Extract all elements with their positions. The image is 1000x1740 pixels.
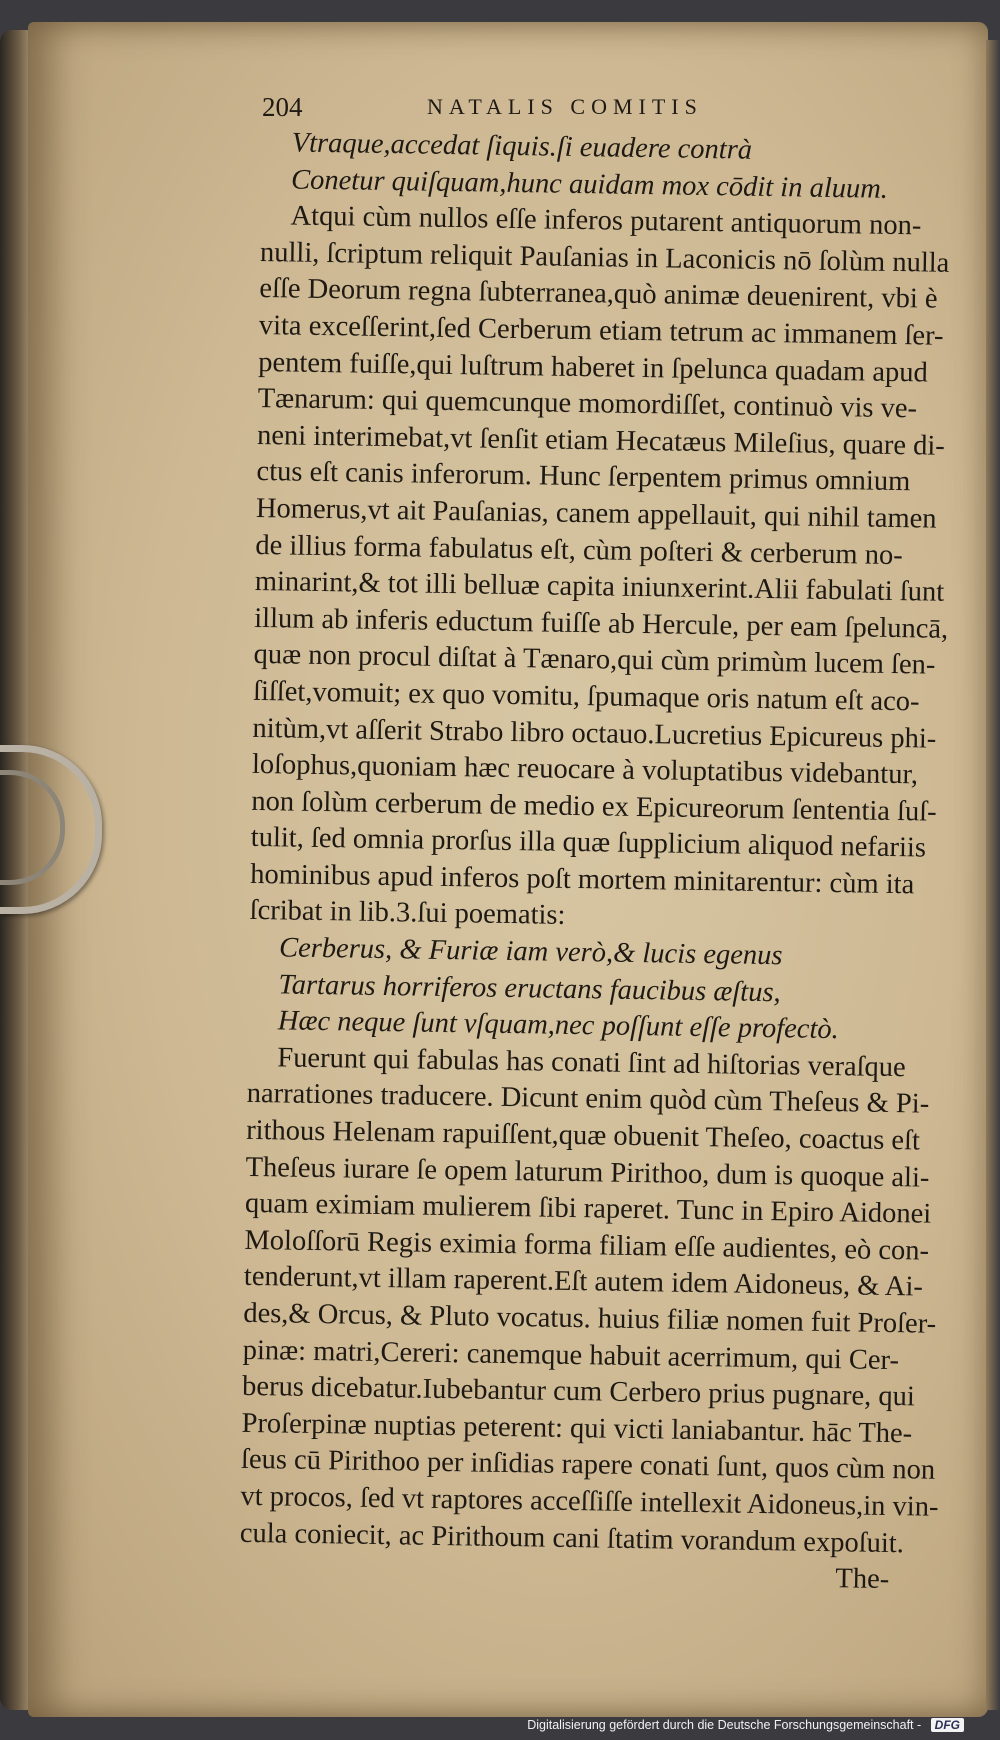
text-line: vt procos, ſed vt raptores acceſſiſſe intellexit Aidoneus,in vin-	[240, 1480, 939, 1523]
text-line: Proſerpinæ nuptias peterent: qui victi laniabantur. hāc The-	[241, 1407, 913, 1450]
text-line: Tænarum: qui quemcunque momordiſſet, continuò vis ve-	[257, 383, 918, 425]
text-line: eſſe Deorum regna ſubterranea,quò animæ deuenirent, vbi è	[259, 273, 938, 316]
text-line: illum ab inferis eductum fuiſſe ab Hercule, per eam ſpeluncā,	[254, 602, 949, 645]
text-line: de illius forma fabulatus eſt, cùm poſteri & cerberum no-	[255, 529, 903, 571]
page-text	[239, 125, 950, 1599]
text-line: Atqui cùm nullos eſſe inferos putarent antiquorum non-	[290, 200, 922, 242]
text-line: ctus eſt canis inferorum. Hunc ſerpentem primus omnium	[256, 456, 911, 498]
dfg-logo: DFG	[931, 1718, 964, 1732]
credit-text: Digitalisierung gefördert durch die Deutsche Forschungsgemeinschaft -	[527, 1718, 922, 1732]
page-header	[262, 92, 782, 126]
text-line: Theſeus iurare ſe opem laturum Pirithoo, dum is quoque ali-	[245, 1151, 930, 1194]
page-right-edge	[986, 40, 1000, 1710]
text-line: non ſolùm cerberum de medio ex Epicureorum ſententia ſuſ-	[251, 785, 937, 828]
verse-line: Hæc neque ſunt vſquam,nec poſſunt eſſe profectò.	[277, 1005, 839, 1046]
text-line: ſiſſet,vomuit; ex quo vomitu, ſpumaque oris natum eſt aco-	[252, 675, 920, 718]
text-line: Moloſſorū Regis eximia forma filiam eſſe audientes, eò con-	[244, 1224, 930, 1267]
text-line: rithous Helenam rapuiſſent,quæ obuenit Theſeo, coactus eſt	[245, 1114, 921, 1157]
verse-line: Cerberus, & Furiæ iam verò,& lucis egenus	[278, 932, 783, 972]
text-line: minarint,& tot illi belluæ capita iniunxerint.Alii fabulati ſunt	[254, 566, 945, 608]
running-title: NATALIS COMITIS	[427, 94, 703, 119]
verse-line: Vtraque,accedat ſiquis.ſi euadere contrà	[291, 127, 753, 166]
verse-line: Tartarus horriferos eructans faucibus æſtus,	[278, 969, 781, 1008]
text-line: narrationes traducere. Dicunt enim quòd cùm Theſeus & Pi-	[246, 1078, 930, 1121]
text-line: Homerus,vt ait Pauſanias, canem appellauit, qui nihil tamen	[255, 492, 937, 535]
text-line: vita exceſſerint,ſed Cerberum etiam tetrum ac immanem ſer-	[258, 309, 944, 352]
text-line: berus dicebatur.Iubebantur cum Cerbero prius pugnare, qui	[241, 1371, 916, 1413]
text-line: ſcribat in lib.3.ſui poematis:	[249, 895, 566, 932]
text-line: pentem fuiſſe,qui luſtrum haberet in ſpelunca quadam apud	[258, 346, 928, 389]
text-line: quam eximiam mulierem ſibi raperet. Tunc in Epiro Aidonei	[244, 1188, 932, 1230]
page-number: 204	[262, 92, 303, 122]
text-line: ſeus cū Pirithoo per inſidias rapere conati ſunt, quos cùm non	[240, 1444, 936, 1487]
text-line: nitùm,vt aſſerit Strabo libro octauo.Lucretius Epicureus phi-	[252, 712, 937, 755]
text-line: des,& Orcus, & Pluto vocatus. huius filiæ nomen fuit Proſer-	[243, 1297, 937, 1340]
verse-line: Conetur quiſquam,hunc auidam mox cōdit in aluum.	[290, 164, 889, 205]
text-line: hominibus apud inferos poſt mortem minitarentur: cùm ita	[249, 858, 915, 901]
text-line: tulit, ſed omnia prorſus illa quæ ſupplicium aliquod nefariis	[250, 822, 927, 864]
text-line: loſophus,quoniam hæc reuocare à voluptatibus videbantur,	[251, 749, 919, 791]
text-line: The-	[835, 1563, 890, 1596]
text-line: cula coniecit, ac Pirithoum cani ſtatim vorandum expoſuit.	[239, 1517, 905, 1559]
text-line: neni interimebat,vt ſenſit etiam Hecatæus Mileſius, quare di-	[256, 419, 946, 462]
text-line: quæ non procul diſtat à Tænaro,qui cùm primùm lucem ſen-	[253, 639, 936, 681]
footer-credit	[527, 1718, 964, 1732]
text-line: nulli, ſcriptum reliquit Pauſanias in Laconicis nō ſolùm nulla	[259, 236, 950, 279]
text-line: Fuerunt qui fabulas has conati ſint ad hiſtorias veraſque	[277, 1042, 906, 1084]
text-line: pinæ: matri,Cereri: canemque habuit acerrimum, qui Cer-	[242, 1334, 900, 1376]
text-line: tenderunt,vt illam raperent.Eſt autem idem Aidoneus, & Ai-	[243, 1261, 924, 1303]
